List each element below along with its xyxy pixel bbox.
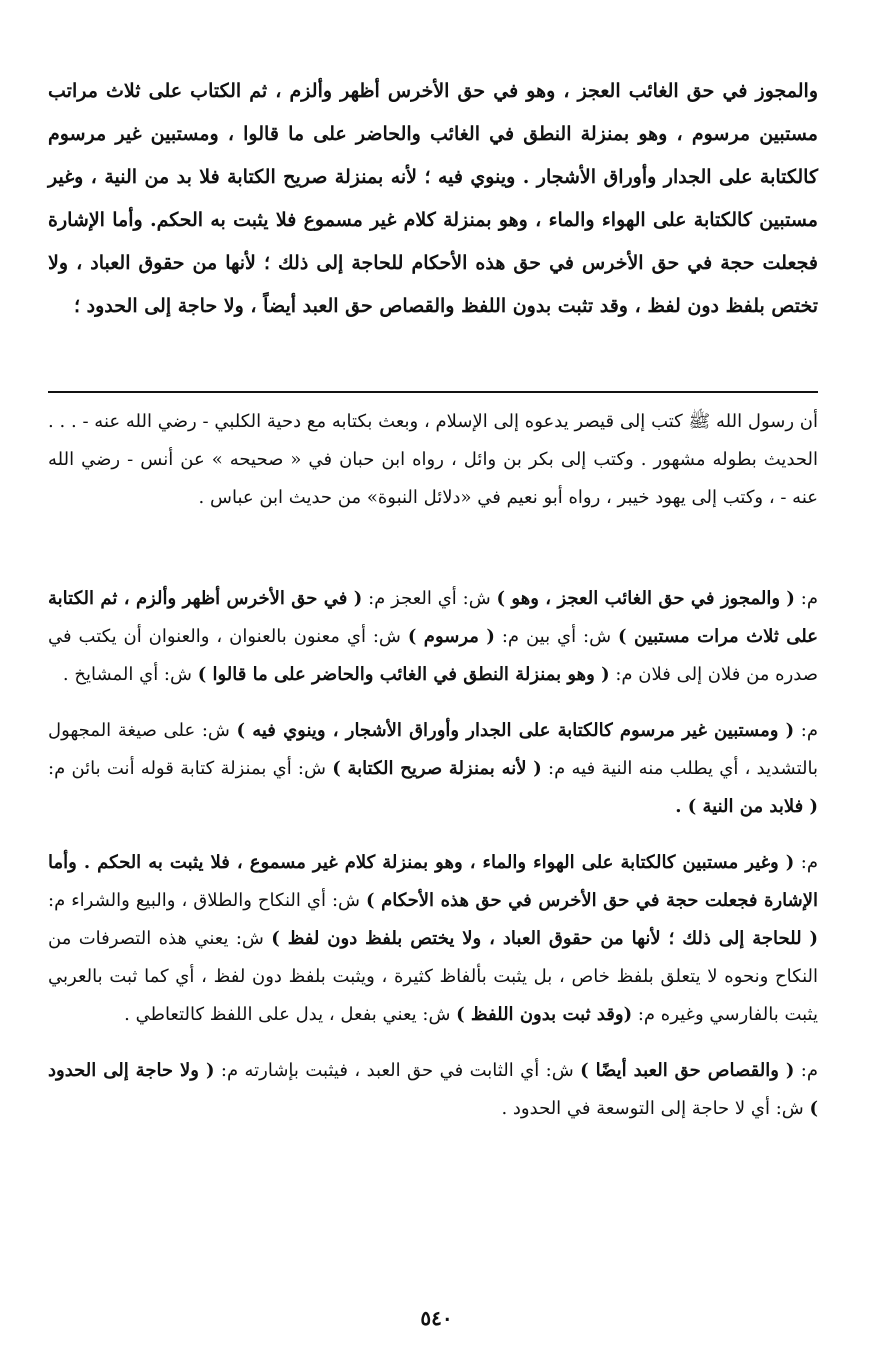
commentary-paragraph <box>48 1052 818 1128</box>
sharh-text: ش: أي بين م: <box>494 626 618 647</box>
matn-quote: ( والمجوز في حق الغائب العجز ، وهو ) <box>496 588 795 609</box>
sharh-text: م: <box>794 720 818 741</box>
sharh-text: ش: يعني بفعل ، يدل على اللفظ كالتعاطي . <box>124 1004 457 1025</box>
matn-quote: ( للحاجة إلى ذلك ؛ لأنها من حقوق العباد ، ولا يختص بلفظ دون لفظ ) <box>271 928 818 949</box>
commentary-paragraph <box>48 712 818 826</box>
sharh-text: ش: أي العجز م: <box>362 588 497 609</box>
commentary-paragraph <box>48 844 818 1034</box>
sharh-text: م: <box>794 588 818 609</box>
sharh-text: ش: على صيغة المجهول بالتشديد ، أي يطلب منه النية فيه م: <box>48 720 818 779</box>
page-number: ٥٤٠ <box>420 1306 453 1330</box>
matn-quote: ( ومستبين غير مرسوم كالكتابة على الجدار وأوراق الأشجار ، وينوي فيه ) <box>236 720 795 741</box>
matn-quote: ( في حق الأخرس أظهر وألزم ، ثم الكتابة على ثلاث مرات مستبين ) <box>48 588 818 647</box>
commentary <box>48 580 818 1146</box>
footnote-text: أن رسول الله ﷺ كتب إلى قيصر يدعوه إلى الإسلام ، وبعث بكتابه مع دحية الكلبي - رضي الله عنه - . . . الحديث بطوله مشهور . وكتب إلى بكر بن وائل ، رواه ابن حبان في « صحيحه » عن أنس - رضي الله عنه - ، وكتب إلى يهود خيبر ، رواه أبو نعيم في «دلائل النبوة» من حديث ابن عباس . <box>48 411 818 508</box>
matn-quote: ( وهو بمنزلة النطق في الغائب والحاضر على ما قالوا ) <box>197 664 610 685</box>
matn-quote: ( لأنه بمنزلة صريح الكتابة ) <box>332 758 542 779</box>
sharh-text: ش: يعني هذه التصرفات من النكاح ونحوه لا يتعلق بلفظ خاص ، بل يثبت بألفاظ كثيرة ، ويثبت بلفظ دون لفظ ، أي كما ثبت بالعربي يثبت بالفارسي وغيره م: <box>48 928 818 1025</box>
commentary-paragraph <box>48 580 818 694</box>
footnote-divider <box>48 391 818 393</box>
sharh-text: ش: أي النكاح والطلاق ، والبيع والشراء م: <box>48 890 367 911</box>
matn-quote: ( والقصاص حق العبد أيضًا ) <box>580 1060 795 1081</box>
matn-quote: ( ولا حاجة إلى الحدود ) <box>48 1060 818 1119</box>
matn-quote: ( مرسوم ) <box>407 626 495 647</box>
sharh-text: م: <box>794 852 818 873</box>
matn-quote: (وقد ثبت بدون اللفظ ) <box>456 1004 633 1025</box>
matn-quote: ( فلابد من النية ) . <box>675 796 818 817</box>
matn-quote: ( وغير مستبين كالكتابة على الهواء والماء ، وهو بمنزلة كلام غير مسموع ، فلا يثبت به الحكم . وأما الإشارة فجعلت حجة في حق الأخرس في حق هذه الأحكام ) <box>48 852 818 911</box>
sharh-text: م: <box>794 1060 819 1081</box>
main-text: والمجوز في حق الغائب العجز ، وهو في حق الأخرس أظهر وألزم ، ثم الكتاب على ثلاث مراتب مستبين مرسوم ، وهو بمنزلة النطق في الغائب والحاضر على ما قالوا ، ومستبين غير مرسوم كالكتابة على الجدار وأوراق الأشجار . وينوي فيه ؛ لأنه بمنزلة صريح الكتابة فلا بد من النية ، وغير مستبين كالكتابة على الهواء والماء ، وهو بمنزلة كلام غير مسموع فلا يثبت به الحكم. وأما الإشارة فجعلت حجة في حق الأخرس في حق هذه الأحكام للحاجة إلى ذلك ؛ لأنها من حقوق العباد ، ولا تختص بلفظ دون لفظ ، وقد تثبت بدون اللفظ والقصاص حق العبد أيضاً ، ولا حاجة إلى الحدود ؛ <box>48 80 818 317</box>
sharh-text: ش: أي الثابت في حق العبد ، فيثبت بإشارته م: <box>214 1060 581 1081</box>
sharh-text: ش: أي معنون بالعنوان ، والعنوان أن يكتب في صدره من فلان إلى فلان م: <box>48 626 818 685</box>
sharh-text: ش: أي المشايخ . <box>62 664 198 685</box>
sharh-text: ش: أي بمنزلة كتابة قوله أنت بائن م: <box>48 758 333 779</box>
sharh-text: ش: أي لا حاجة إلى التوسعة في الحدود . <box>501 1098 810 1119</box>
